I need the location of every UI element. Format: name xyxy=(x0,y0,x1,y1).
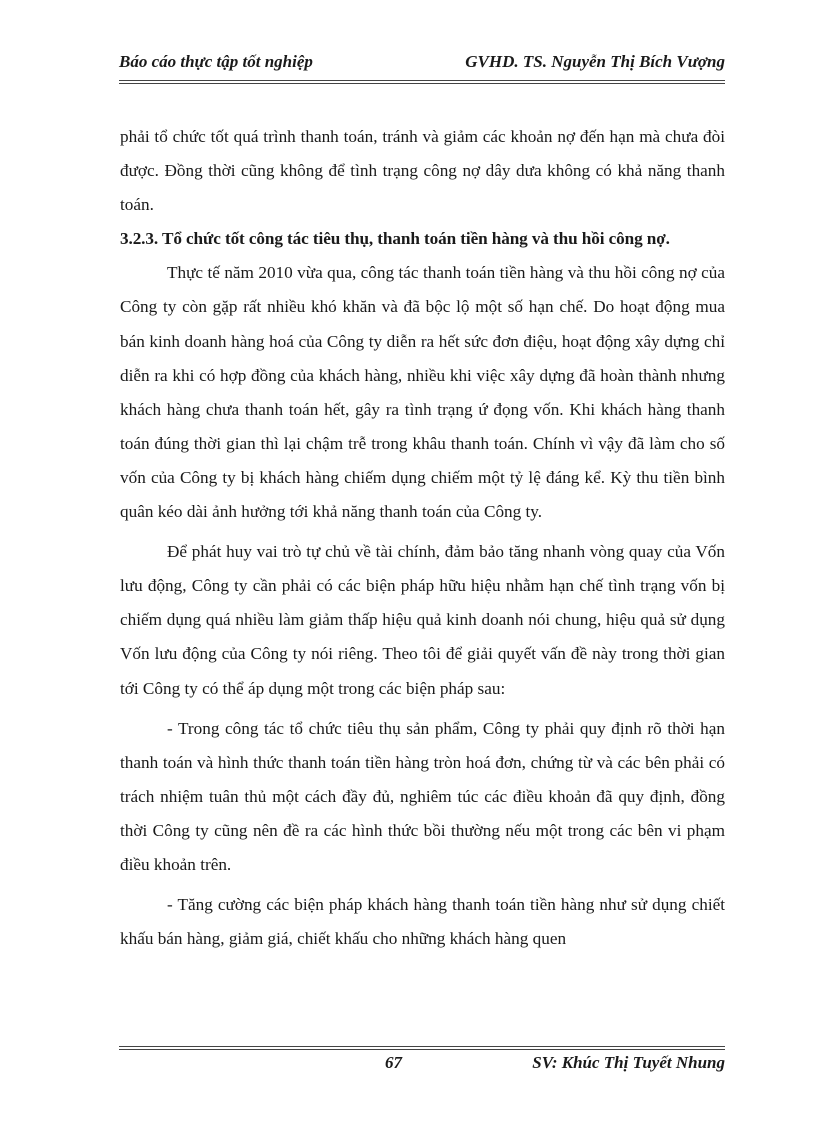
section-heading: 3.2.3. Tổ chức tốt công tác tiêu thụ, thanh toán tiền hàng và thu hồi công nợ. xyxy=(120,229,670,249)
page-footer xyxy=(119,1046,725,1080)
report-title: Báo cáo thực tập tốt nghiệp xyxy=(119,52,313,71)
paragraph-bullet-sales-terms: - Trong công tác tổ chức tiêu thụ sản phẩm, Công ty phải quy định rõ thời hạn thanh toán và hình thức thanh toán tiền hàng tròn hoá đơn, chứng từ và các bên phải có trách nhiệm tuân thủ một cách đầy đủ, nghiêm túc các điều khoản đã quy định, đồng thời Công ty cũng nên đề ra các hình thức bồi thường nếu một trong các bên vi phạm điều khoản trên. xyxy=(120,718,725,874)
page-header xyxy=(119,50,725,78)
paragraph-reality-2010: Thực tế năm 2010 vừa qua, công tác thanh toán tiền hàng và thu hồi công nợ của Công ty còn gặp rất nhiều khó khăn và đã bộc lộ một số hạn chế. Do hoạt động mua bán kinh doanh hàng hoá của Công ty diễn ra hết sức đơn điệu, hoạt động xây dựng chỉ diễn ra khi có hợp đồng của khách hàng, nhiều khi việc xây dựng đã hoàn thành nhưng khách hàng chưa thanh toán hết, gây ra tình trạng ứ đọng vốn. Khi khách hàng thanh toán đúng thời gian thì lại chậm trễ trong khâu thanh toán. Chính vì vậy đã làm cho số vốn của Công ty bị khách hàng chiếm dụng chiếm một tỷ lệ đáng kể. Kỳ thu tiền bình quân kéo dài ảnh hưởng tới khả năng thanh toán của Công ty. xyxy=(120,263,725,522)
student-name: SV: Khúc Thị Tuyết Nhung xyxy=(532,1053,725,1072)
header-divider xyxy=(119,80,725,84)
document-body xyxy=(120,120,725,956)
page-number: 67 xyxy=(385,1053,402,1072)
paragraph-financial-autonomy: Để phát huy vai trò tự chủ về tài chính, đảm bảo tăng nhanh vòng quay của Vốn lưu động, Công ty cần phải có các biện pháp hữu hiệu nhằm hạn chế tình trạng vốn bị chiếm dụng quá nhiều làm giảm thấp hiệu quả kinh doanh nói chung, hiệu quả sử dụng Vốn lưu động của Công ty nói riêng. Theo tôi để giải quyết vấn đề này trong thời gian tới Công ty có thể áp dụng một trong các biện pháp sau: xyxy=(120,542,725,698)
footer-divider xyxy=(119,1046,725,1050)
paragraph-bullet-payment-measures: - Tăng cường các biện pháp khách hàng thanh toán tiền hàng như sử dụng chiết khấu bán hàng, giảm giá, chiết khấu cho những khách hàng quen xyxy=(120,895,725,949)
continued-paragraph: phải tổ chức tốt quá trình thanh toán, tránh và giảm các khoản nợ đến hạn mà chưa đòi được. Đồng thời cũng không để tình trạng công nợ dây dưa không có khả năng thanh toán. xyxy=(120,127,725,215)
supervisor-name: GVHD. TS. Nguyễn Thị Bích Vượng xyxy=(465,52,725,71)
